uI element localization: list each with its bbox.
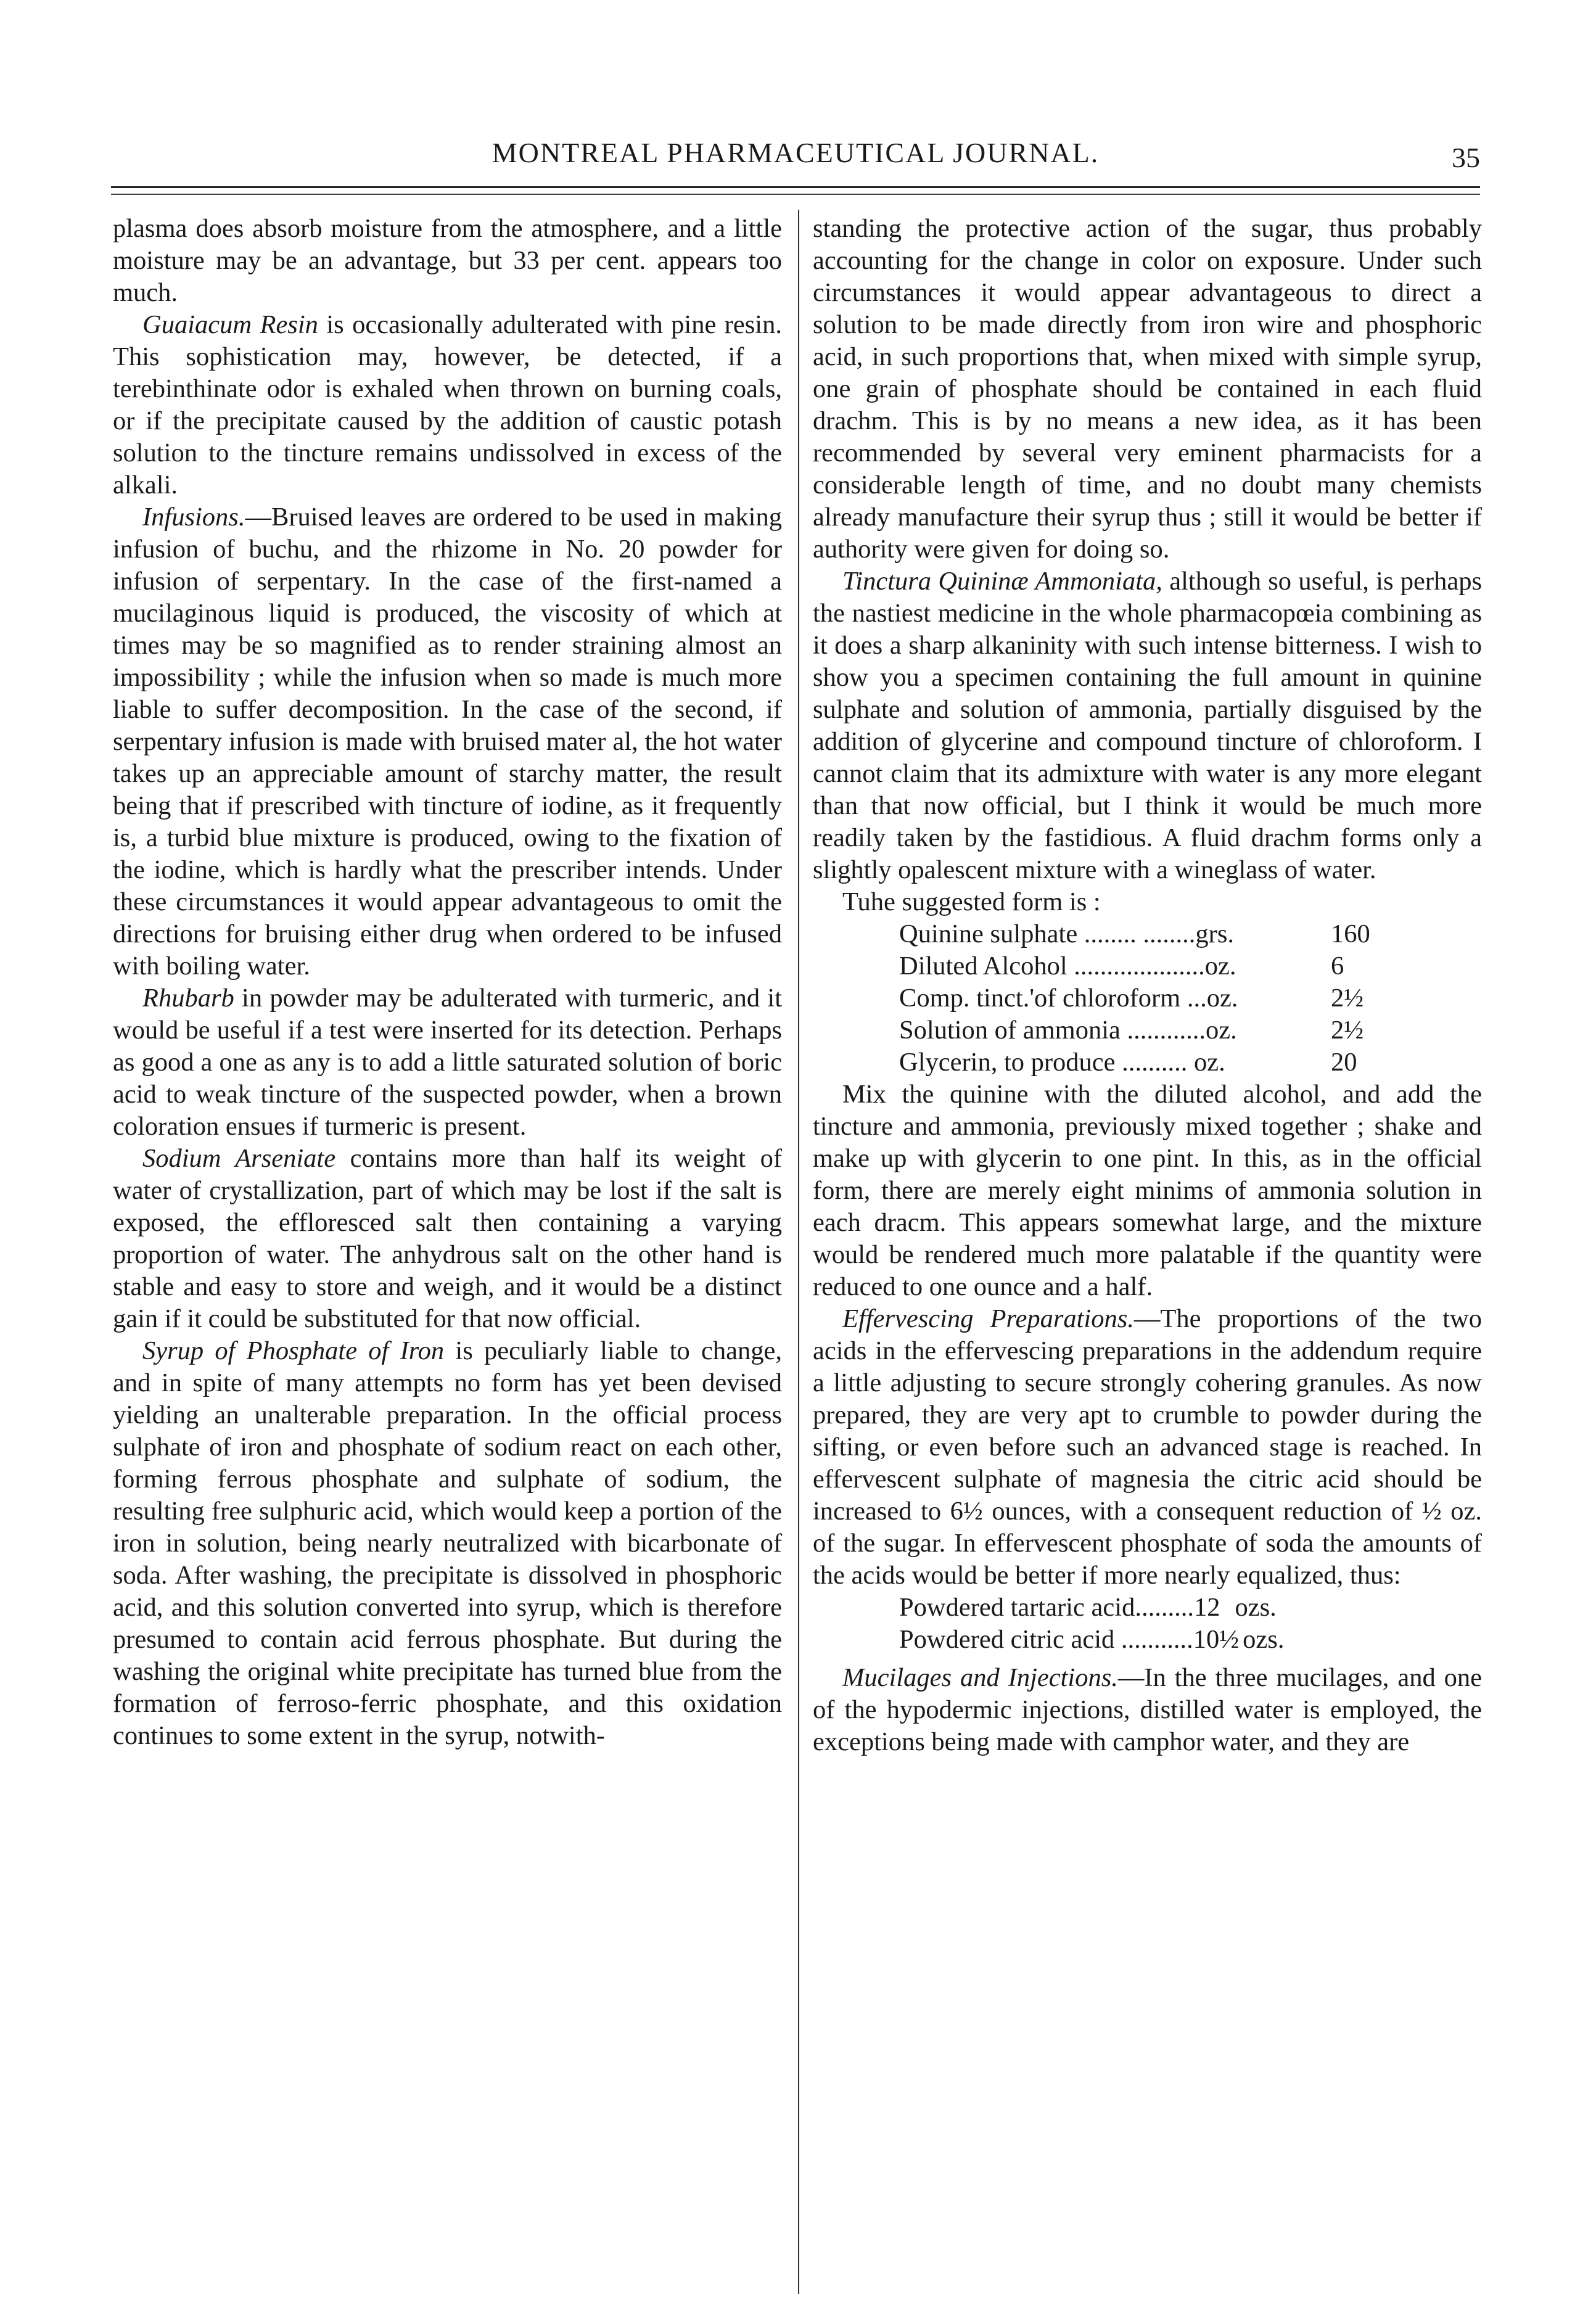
paragraph-body: contains more than half its weight of water of crystallization, part of which may be lost if the salt is exposed, the effloresced salt then containing a varying proportion of water. The anhydrous salt on the other hand is stable and easy to store and weigh, and it would be a distinct gain if it could be substituted for that now official. <box>113 1144 782 1333</box>
formula-item: Solution of ammonia ............oz. <box>899 1016 1237 1045</box>
formula-row <box>899 950 1482 982</box>
acid-unit: ozs. <box>1235 1593 1277 1622</box>
formula-item: Comp. tinct.'of chloroform ...oz. <box>899 984 1238 1013</box>
formula-item: Quinine sulphate ........ ........grs. <box>899 919 1234 948</box>
paragraph-body: in powder may be adulterated with turmeric, and it would be useful if a test were inserted for its detection. Perhaps as good a one as any is to add a little saturated solution of boric acid to weak tincture of the suspected powder, when a brown coloration ensues if turmeric is present. <box>113 984 782 1141</box>
formula-intro: Tuhe suggested form is : <box>842 887 1101 916</box>
formula-amount: 20 <box>1331 1048 1357 1077</box>
paragraph-title: Sodium Arseniate <box>142 1144 336 1173</box>
formula-row <box>899 1046 1482 1079</box>
formula-amount: 6 <box>1331 952 1344 981</box>
paragraph-title: Infusions. <box>142 503 245 532</box>
formula-item: Glycerin, to produce .......... oz. <box>899 1048 1225 1077</box>
paragraph-title: Guaiacum Resin <box>142 310 318 339</box>
journal-title: MONTREAL PHARMACEUTICAL JOURNAL. <box>492 137 1100 168</box>
paragraph-title: Effervescing Preparations. <box>842 1304 1134 1333</box>
formula-amount: 2½ <box>1331 984 1364 1013</box>
acid-item: Powdered tartaric acid.........12 <box>899 1593 1220 1622</box>
paragraph-body: although so useful, is perhaps the nastiest medicine in the whole pharmacopœia combining as it does a sharp alkaninity with such intense bitterness. I wish to show you a specimen containing the full amount in quinine sulphate and solution of ammonia, partially disguised by the addition of glycerine and compound tincture of chloroform. I cannot claim that its admixture with water is any more elegant than that now official, but I think it would be much more readily taken by the fastidious. A fluid drachm forms only a slightly opalescent mixture with a wineglass of water. <box>813 567 1482 884</box>
paragraph-tinctura-quininae <box>813 565 1482 886</box>
acid-item: Powdered citric acid ...........10½ <box>899 1625 1240 1654</box>
formula-row <box>899 1014 1482 1046</box>
acid-list <box>813 1592 1482 1656</box>
paragraph-body: —The proportions of the two acids in the effervescing preparations in the addendum require a little adjusting to secure strongly cohering granules. As now prepared, they are very apt to crumble to powder during the sifting, or even before such an advanced stage is reached. In effervescent sulphate of magnesia the citric acid should be increased to 6½ ounces, with a consequent reduction of ½ oz. of the sugar. In effervescent phosphate of soda the amounts of the acids would be better if more nearly equalized, thus: <box>813 1304 1483 1590</box>
formula-row <box>899 918 1482 950</box>
paragraph-body: —In the three mucilages, and one of the hypodermic injections, distilled water is employed, the exceptions being made with camphor water, and they are <box>813 1663 1482 1756</box>
formula-item: Diluted Alcohol ....................oz. <box>899 952 1236 981</box>
paragraph-syrup-phosphate-iron <box>113 1335 782 1752</box>
paragraph-plasma: plasma does absorb moisture from the atmosphere, and a little moisture may be an advantage, but 33 per cent. appears too much. <box>113 214 782 307</box>
paragraph-infusions <box>113 501 782 982</box>
paragraph-rhubarb <box>113 982 782 1143</box>
paragraph-guaiacum <box>113 309 782 501</box>
paragraph-body: —Bruised leaves are ordered to be used in making infusion of buchu, and the rhizome in No. 20 powder for infusion of serpentary. In the case of the first-named a mucilaginous liquid is produced, the viscosity of which at times may be so magnified as to render straining almost an impossibility ; while the infusion when so made is much more liable to suffer decomposition. In the case of the second, if serpentary infusion is made with bruised mater al, the hot water takes up an appreciable amount of starchy matter, the result being that if prescribed with tincture of iodine, as it frequently is, a turbid blue mixture is produced, owing to the fixation of the iodine, which is hardly what the prescriber intends. Under these circumstances it would appear advantageous to omit the directions for bruising either drug when ordered to be infused with boiling water. <box>113 503 782 981</box>
paragraph-title: Tinctura Quininæ Ammoniata, <box>842 567 1162 596</box>
formula-amount: 160 <box>1331 919 1370 948</box>
paragraph-title: Syrup of Phosphate of Iron <box>142 1336 445 1365</box>
left-column <box>113 213 782 1752</box>
paragraph-mucilages <box>813 1662 1482 1758</box>
paragraph-title: Mucilages and Injections. <box>842 1663 1118 1692</box>
formula-list <box>813 918 1482 1079</box>
header-rule-top <box>111 186 1480 188</box>
right-column <box>813 213 1482 1758</box>
paragraph-mix-instructions: Mix the quinine with the diluted alcohol, and add the tincture and ammonia, previously mixed together ; shake and make up with glycerin to one pint. In this, as in the official form, there are merely eight minims of ammonia solution in each dracm. This appears somewhat large, and the mixture would be rendered much more palatable if the quantity were reduced to one ounce and a half. <box>813 1080 1482 1301</box>
paragraph-effervescing <box>813 1303 1482 1592</box>
header-rule-bottom <box>111 194 1480 195</box>
column-divider <box>798 210 799 2294</box>
paragraph-continuation: standing the protective action of the sugar, thus probably accounting for the change in color on exposure. Under such circumstances it would appear advantageous to direct a solution to be made directly from iron wire and phosphoric acid, in such proportions that, when mixed with simple syrup, one grain of phosphate should be contained in each fluid drachm. This is by no means a new idea, as it has been recommended by several very eminent pharmacists for a considerable length of time, and no doubt many chemists already manufacture their syrup thus ; still it would be better if authority were given for doing so. <box>813 214 1482 564</box>
acid-row <box>899 1592 1482 1624</box>
page-number: 35 <box>1452 142 1480 173</box>
paragraph-body: is peculiarly liable to change, and in spite of many attempts no form has yet been devised yielding an unalterable preparation. In the official process sulphate of iron and phosphate of sodium react on each other, forming ferrous phosphate and sulphate of sodium, the resulting free sulphuric acid, which would keep a portion of the iron in solution, being nearly neutralized with bicarbonate of soda. After washing, the precipitate is dissolved in phosphoric acid, and this solution converted into syrup, which is therefore presumed to contain acid ferrous phosphate. But during the washing the original white precipitate has turned blue from the formation of ferroso-ferric phosphate, and this oxidation continues to some extent in the syrup, notwith- <box>113 1336 782 1750</box>
paragraph-title: Rhubarb <box>142 984 234 1013</box>
formula-amount: 2½ <box>1331 1016 1364 1045</box>
acid-unit: ozs. <box>1243 1625 1285 1654</box>
paragraph-sodium-arseniate <box>113 1143 782 1335</box>
paragraph-body: is occasionally adulterated with pine resin. This sophistication may, however, be detected, if a terebinthinate odor is exhaled when thrown on burning coals, or if the precipitate caused by the addition of caustic potash solution to the tincture remains undissolved in excess of the alkali. <box>113 310 782 500</box>
acid-row <box>899 1624 1482 1656</box>
formula-row <box>899 982 1482 1014</box>
page-header <box>111 134 1480 184</box>
